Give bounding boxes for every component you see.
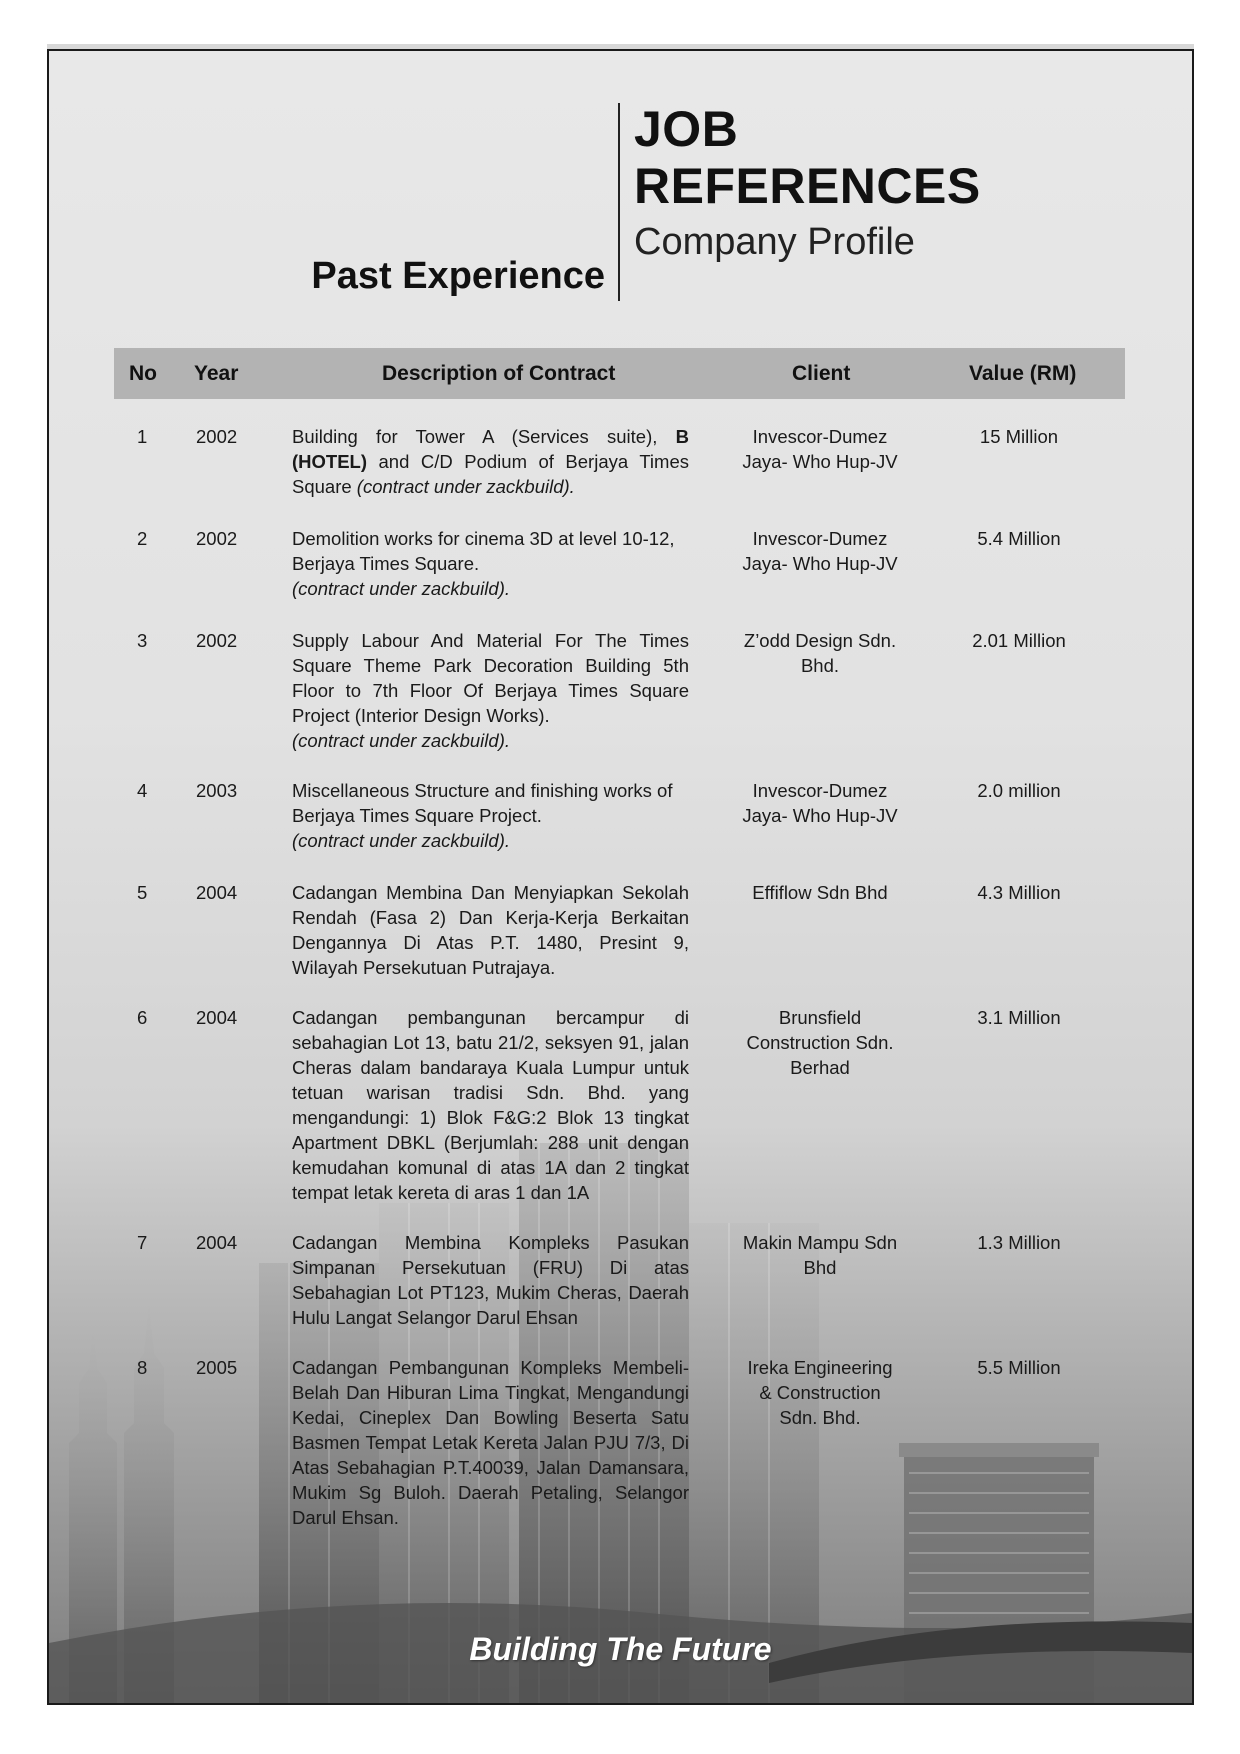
page-title-line-1: JOB <box>634 101 739 157</box>
row-year: 2002 <box>196 426 238 447</box>
row-value: 1.3 Million <box>977 1232 1061 1253</box>
row-client: Invescor-Dumez Jaya- Who Hup-JV <box>742 528 898 574</box>
row-year: 2004 <box>196 1007 238 1028</box>
row-year: 2002 <box>196 528 238 549</box>
description-text: Supply Labour And Material For The Times Square Theme Park Decoration Building 5th Floor to 7th Floor Of Berjaya Times Square Project (Interior Design Works). <box>292 630 689 726</box>
row-client: Brunsfield Construction Sdn. Berhad <box>746 1007 894 1078</box>
description-note: (contract under zackbuild). <box>292 730 510 751</box>
row-no: 7 <box>137 1232 148 1253</box>
row-client: Ireka Engineering & Construction Sdn. Bhd. <box>747 1357 893 1428</box>
table-header <box>114 348 1125 399</box>
row-no: 5 <box>137 882 148 903</box>
page-title <box>634 101 981 215</box>
column-header-description: Description of Contract <box>382 362 616 385</box>
row-value: 2.01 Million <box>972 630 1066 651</box>
row-no: 1 <box>137 426 148 447</box>
row-client: Effiflow Sdn Bhd <box>752 882 888 903</box>
row-description <box>292 778 689 853</box>
row-value: 4.3 Million <box>977 882 1061 903</box>
row-value: 5.4 Million <box>977 528 1061 549</box>
page-frame <box>47 49 1194 1705</box>
row-description <box>292 526 689 601</box>
row-year: 2003 <box>196 780 238 801</box>
row-year: 2005 <box>196 1357 238 1378</box>
row-description: Cadangan Membina Kompleks Pasukan Simpanan Persekutuan (FRU) Di atas Sebahagian Lot PT123, Mukim Cheras, Daerah Hulu Langat Selangor Darul Ehsan <box>292 1232 689 1328</box>
row-client: Invescor-Dumez Jaya- Who Hup-JV <box>742 780 898 826</box>
page-title-line-2: REFERENCES <box>634 158 981 214</box>
description-note: (contract under zackbuild). <box>292 578 510 599</box>
row-description <box>292 424 689 499</box>
page-subtitle: Company Profile <box>634 221 915 263</box>
column-header-client: Client <box>792 362 851 385</box>
description-note: (contract under zackbuild). <box>292 830 510 851</box>
footer-tagline: Building The Future <box>469 1631 772 1667</box>
column-header-value: Value (RM) <box>969 362 1077 385</box>
description-note: (contract under zackbuild). <box>356 476 575 497</box>
description-bold-text: B (HOTEL) <box>292 426 689 472</box>
row-client: Invescor-Dumez Jaya- Who Hup-JV <box>742 426 898 472</box>
row-description: Cadangan Pembangunan Kompleks Membeli-Belah Dan Hiburan Lima Tingkat, Mengandungi Kedai, Cineplex Dan Bowling Beserta Satu Basmen Tempat Letak Kereta Jalan PJU 7/3, Di Atas Sebahagian P.T.40039, Jalan Damansara, Mukim Sg Buloh. Daerah Petaling, Selangor Darul Ehsan. <box>292 1357 689 1528</box>
title-divider <box>618 103 620 301</box>
description-text: and C/D Podium of Berjaya Times Square <box>292 451 689 497</box>
row-client: Makin Mampu Sdn Bhd <box>742 1232 898 1278</box>
column-header-no: No <box>129 362 157 385</box>
row-description: Cadangan pembangunan bercampur di sebahagian Lot 13, batu 21/2, seksyen 91, jalan Cheras dalam bandaraya Kuala Lumpur untuk tetuan warisan tradisi Sdn. Bhd. yang mengandungi: 1) Blok F&G:2 Blok 13 tingkat Apartment DBKL (Berjumlah: 288 unit dengan kemudahan komunal di atas 1A dan 2 tingkat tempat letak kereta di aras 1 dan 1A <box>292 1007 689 1203</box>
column-header-year: Year <box>194 362 239 385</box>
row-value: 2.0 million <box>977 780 1061 801</box>
description-text: Building for Tower A (Services suite), <box>292 426 676 447</box>
row-year: 2002 <box>196 630 238 651</box>
row-value: 3.1 Million <box>977 1007 1061 1028</box>
description-text: Demolition works for cinema 3D at level 10-12, Berjaya Times Square. <box>292 528 675 574</box>
row-no: 2 <box>137 528 148 549</box>
section-title: Past Experience <box>311 255 605 297</box>
row-value: 15 Million <box>979 426 1059 447</box>
row-no: 4 <box>137 780 148 801</box>
row-year: 2004 <box>196 1232 238 1253</box>
row-year: 2004 <box>196 882 238 903</box>
description-text: Miscellaneous Structure and finishing works of Berjaya Times Square Project. <box>292 780 673 826</box>
row-no: 6 <box>137 1007 148 1028</box>
row-no: 8 <box>137 1357 148 1378</box>
row-no: 3 <box>137 630 148 651</box>
row-description <box>292 628 689 753</box>
row-client: Z’odd Design Sdn. Bhd. <box>743 630 897 676</box>
row-value: 5.5 Million <box>977 1357 1061 1378</box>
row-description: Cadangan Membina Dan Menyiapkan Sekolah Rendah (Fasa 2) Dan Kerja-Kerja Berkaitan Dengannya Di Atas P.T. 1480, Presint 9, Wilayah Persekutuan Putrajaya. <box>292 882 689 978</box>
